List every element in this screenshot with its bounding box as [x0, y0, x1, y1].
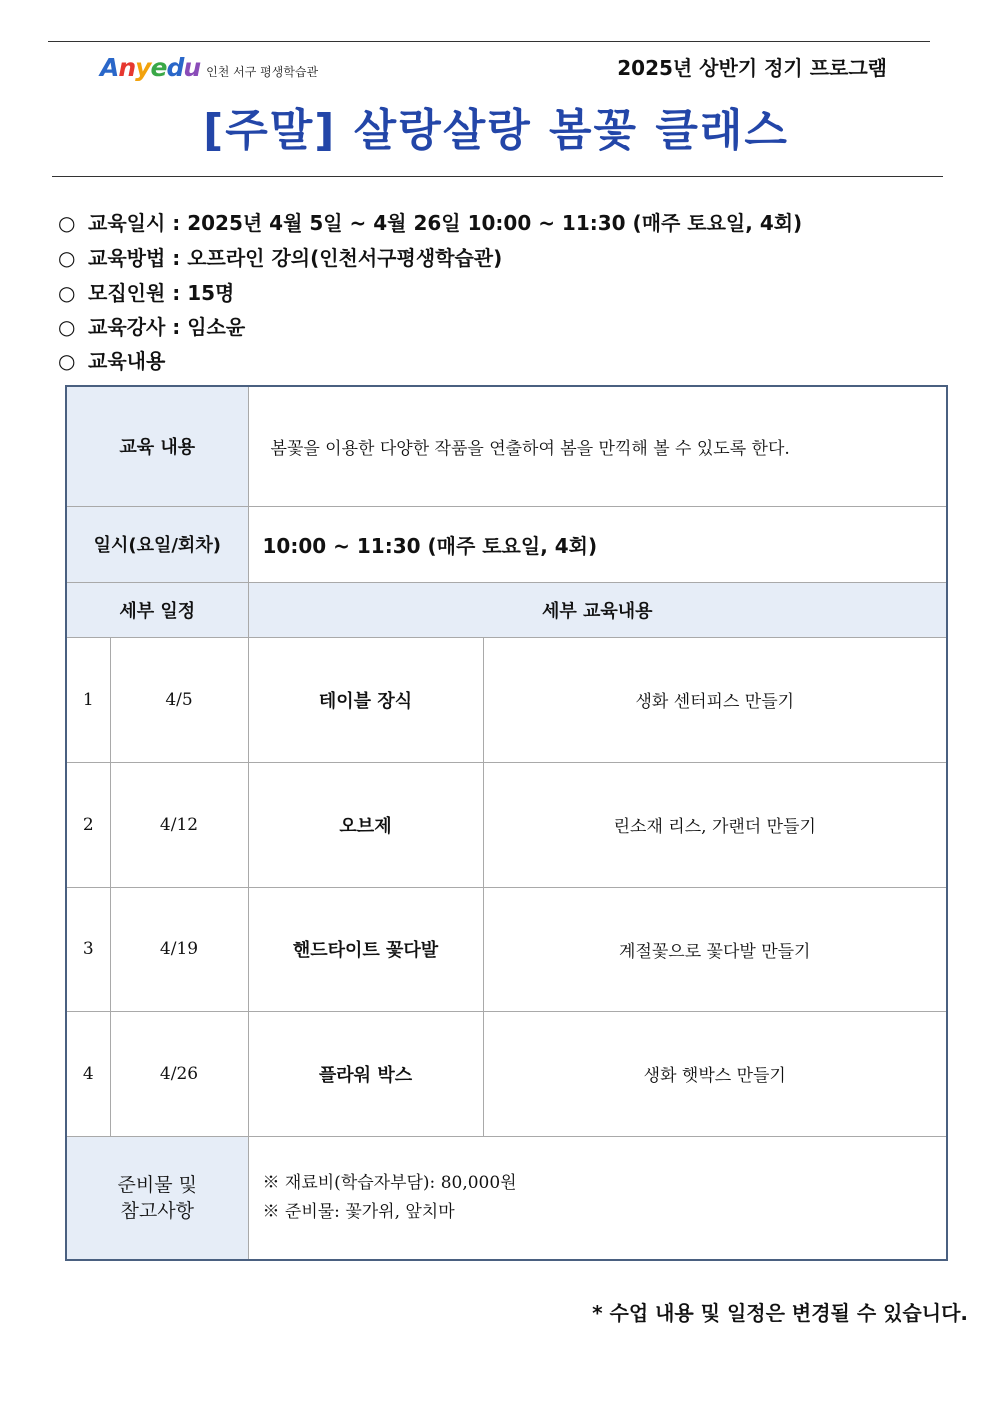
logo-mark	[100, 53, 200, 82]
circle-bullet: ○	[58, 315, 76, 339]
info-text: 교육방법 : 오프라인 강의(인천서구평생학습관)	[88, 246, 503, 270]
header-bottom-rule	[52, 176, 943, 177]
page-title: [주말] 살랑살랑 봄꽃 클래스	[203, 105, 789, 156]
prep-notes	[248, 1136, 947, 1260]
session-description: 생화 센터피스 만들기	[483, 637, 947, 762]
info-line-schedule	[58, 207, 802, 236]
info-line-instructor	[58, 311, 245, 340]
table-row-prep	[66, 1136, 947, 1260]
anyedu-logo	[100, 44, 318, 90]
change-notice: * 수업 내용 및 일정은 변경될 수 있습니다.	[592, 1301, 968, 1325]
content-label: 교육 내용	[66, 386, 248, 506]
info-text: 교육내용	[88, 349, 166, 373]
circle-bullet: ○	[58, 349, 76, 373]
header-top-rule	[48, 41, 930, 42]
prep-label-line: 준비물 및	[117, 1173, 197, 1196]
logo-letter: e	[150, 52, 167, 82]
logo-letter: u	[183, 52, 201, 82]
info-text: 교육강사 : 임소윤	[88, 315, 246, 339]
session-date: 4/19	[110, 887, 248, 1011]
session-date: 4/12	[110, 762, 248, 887]
program-table	[65, 385, 948, 1261]
circle-bullet: ○	[58, 281, 76, 305]
session-description: 린소재 리스, 가랜더 만들기	[483, 762, 947, 887]
session-number: 3	[66, 887, 110, 1011]
logo-letter: d	[166, 52, 184, 82]
program-period: 2025년 상반기 정기 프로그램	[617, 56, 887, 80]
content-value: 봄꽃을 이용한 다양한 작품을 연출하여 봄을 만끽해 볼 수 있도록 한다.	[248, 386, 947, 506]
prep-label-line: 참고사항	[120, 1199, 194, 1222]
logo-letter: n	[118, 52, 136, 82]
table-row	[66, 637, 947, 762]
table-row-time	[66, 506, 947, 582]
time-label: 일시(요일/회차)	[66, 506, 248, 582]
schedule-header: 세부 일정	[66, 582, 248, 637]
session-topic: 테이블 장식	[248, 637, 483, 762]
session-number: 1	[66, 637, 110, 762]
table-row	[66, 1011, 947, 1136]
session-number: 2	[66, 762, 110, 887]
table-row	[66, 887, 947, 1011]
circle-bullet: ○	[58, 211, 76, 235]
info-text: 모집인원 : 15명	[88, 281, 235, 305]
prep-note-line: ※ 준비물: 꽃가위, 앞치마	[262, 1201, 455, 1222]
info-line-method	[58, 242, 502, 271]
circle-bullet: ○	[58, 246, 76, 270]
info-line-capacity	[58, 277, 234, 306]
session-description: 계절꽃으로 꽃다발 만들기	[483, 887, 947, 1011]
prep-note-line: ※ 재료비(학습자부담): 80,000원	[262, 1172, 517, 1193]
logo-subtitle: 인천 서구 평생학습관	[206, 64, 319, 79]
prep-label	[66, 1136, 248, 1260]
info-text: 교육일시 : 2025년 4월 5일 ~ 4월 26일 10:00 ~ 11:30 (매주 토요일, 4회)	[88, 211, 803, 235]
session-topic: 오브제	[248, 762, 483, 887]
session-topic: 플라워 박스	[248, 1011, 483, 1136]
logo-letter: y	[135, 52, 151, 82]
table-row	[66, 762, 947, 887]
time-value: 10:00 ~ 11:30 (매주 토요일, 4회)	[248, 506, 947, 582]
detail-header: 세부 교육내용	[248, 582, 947, 637]
session-topic: 핸드타이트 꽃다발	[248, 887, 483, 1011]
session-date: 4/26	[110, 1011, 248, 1136]
logo-letter: A	[100, 52, 119, 82]
session-number: 4	[66, 1011, 110, 1136]
info-line-content	[58, 345, 165, 374]
table-row-content	[66, 386, 947, 506]
session-description: 생화 햇박스 만들기	[483, 1011, 947, 1136]
table-row-header	[66, 582, 947, 637]
session-date: 4/5	[110, 637, 248, 762]
